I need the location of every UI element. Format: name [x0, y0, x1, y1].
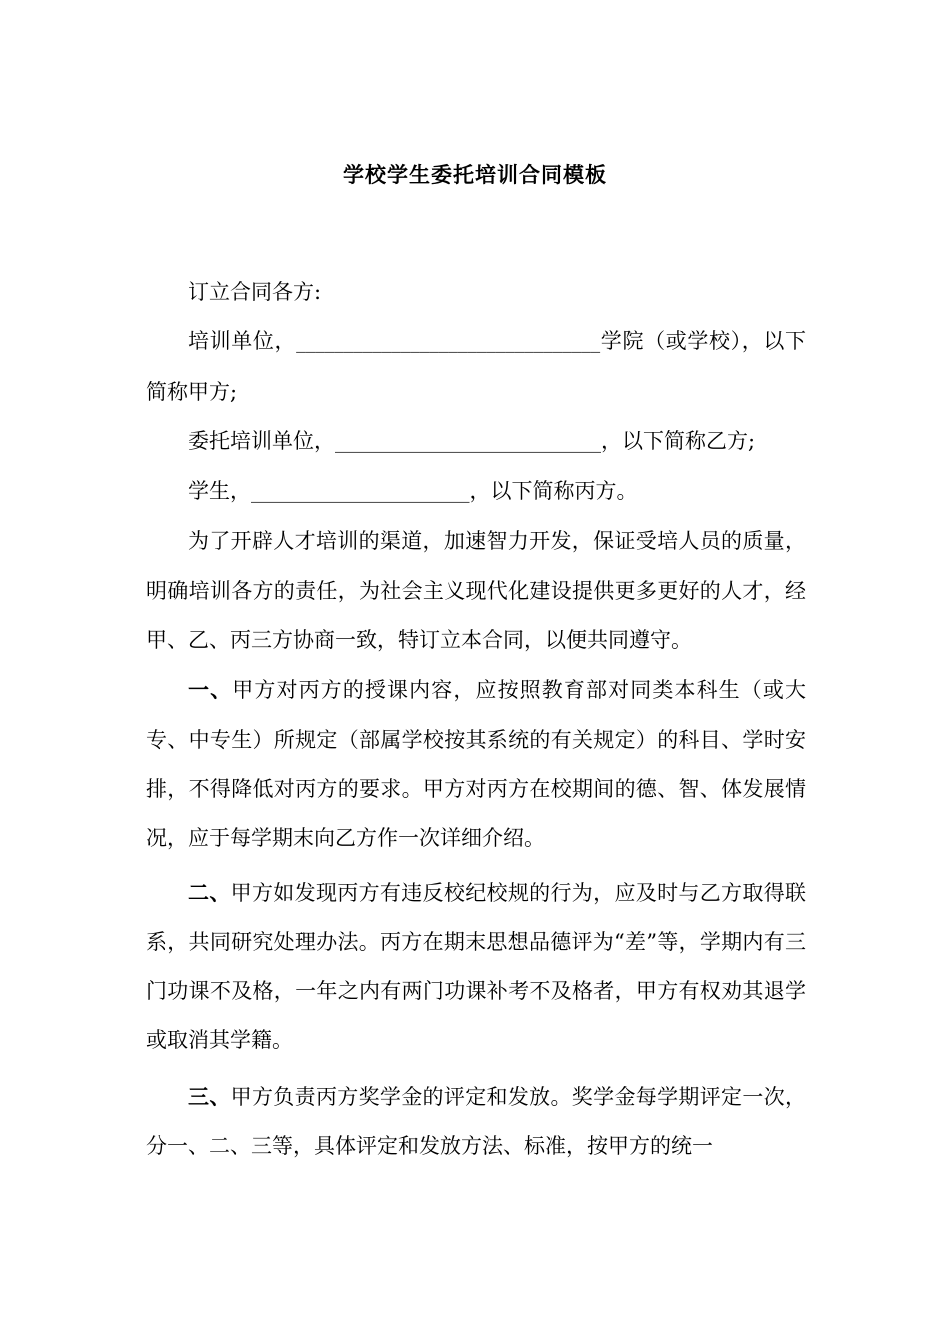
clause-3-text: 甲方负责丙方奖学金的评定和发放。奖学金每学期评定一次，分一、二、三等，具体评定和发放方法、标准，按甲方的统一 — [146, 1084, 807, 1159]
parties-heading: 订立合同各方: — [188, 280, 322, 304]
party-b-prefix: 委托培训单位， — [188, 428, 335, 453]
party-c-suffix: ，以下简称丙方。 — [469, 479, 638, 504]
clause-3-paragraph — [146, 1072, 806, 1172]
clause-1-paragraph — [146, 665, 806, 863]
party-a-blank: ________________________________ — [296, 331, 601, 354]
party-b-suffix: ，以下简称乙方; — [601, 428, 756, 453]
party-c-prefix: 学生， — [188, 479, 251, 504]
party-a-prefix: 培训单位， — [188, 329, 297, 354]
clause-3-number: 三、 — [188, 1083, 231, 1109]
clause-2-paragraph — [146, 868, 806, 1066]
clause-1-number: 一、 — [188, 677, 233, 703]
preamble-paragraph: 为了开辟人才培训的渠道，加速智力开发，保证受培人员的质量，明确培训各方的责任，为社会主义现代化建设提供更多更好的人才，经甲、乙、丙三方协商一致，特订立本合同，以便共同遵守。 — [146, 529, 806, 653]
party-a-line — [146, 317, 806, 417]
party-b-line — [146, 417, 806, 467]
party-b-blank: ____________________________ — [335, 430, 601, 453]
clause-2-text: 甲方如发现丙方有违反校纪校规的行为，应及时与乙方取得联系，共同研究处理办法。丙方在期末思想品德评为“差”等，学期内有三门功课不及格，一年之内有两门功课补考不及格者，甲方有权劝其退学或取消其学籍。 — [146, 880, 807, 1053]
party-c-blank: _______________________ — [251, 481, 470, 504]
party-c-line — [146, 467, 806, 517]
document-title: 学校学生委托培训合同模板 — [343, 162, 607, 187]
clause-1-text: 甲方对丙方的授课内容，应按照教育部对同类本科生（或大专、中专生）所规定（部属学校按其系统的有关规定）的科目、学时安排，不得降低对丙方的要求。甲方对丙方在校期间的德、智、体发展情况，应于每学期末向乙方作一次详细介绍。 — [146, 678, 807, 851]
document-body — [146, 268, 806, 1171]
party-a-suffix: 学院（或学校），以下简称甲方; — [146, 329, 807, 404]
clause-2-number: 二、 — [188, 879, 231, 905]
